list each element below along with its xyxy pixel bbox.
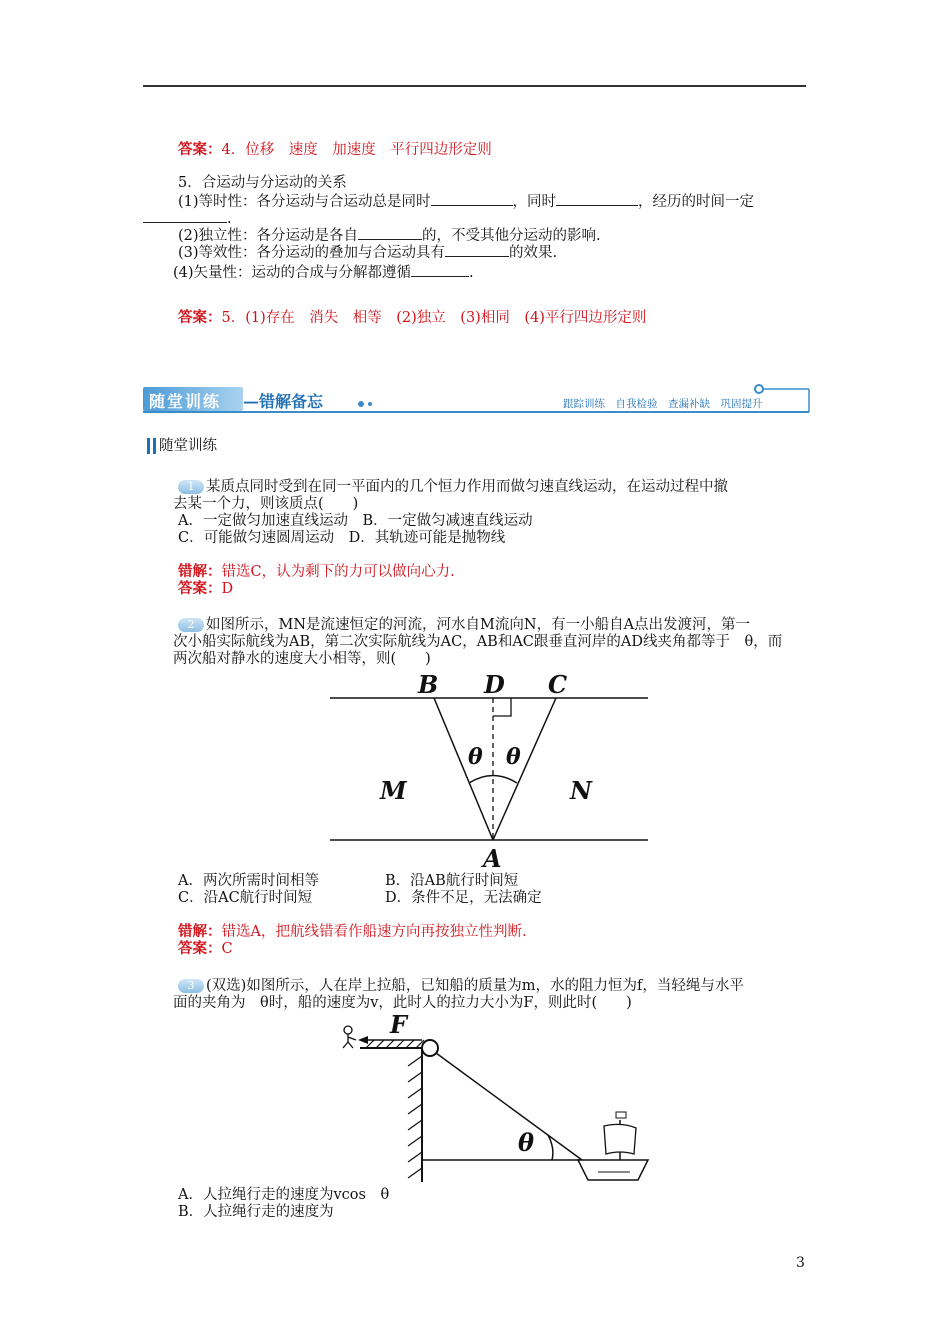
theta-right: θ [506,744,521,770]
answer-text: C [221,941,233,957]
q1-error [178,563,455,581]
item5-line4 [173,262,474,282]
label-D: D [484,670,505,699]
l2a: (2)独立性：各分运动是各自 [178,228,359,244]
q1-optA: A．一定做匀加速直线运动 B．一定做匀减速直线运动 [178,513,533,529]
l3a: (3)等效性：各分运动的叠加与合运动具有 [178,245,446,261]
theta-left: θ [468,744,483,770]
blank [445,242,509,257]
label-A: A [483,844,502,873]
header-rule [143,85,806,87]
l4a: (4)矢量性：运动的合成与分解都遵循 [173,265,412,281]
q2-optC: C．沿AC航行时间短 [178,890,313,906]
q2-optA: A．两次所需时间相等 [178,873,319,889]
label-B: B [418,670,439,699]
question-badge: 3 [178,979,204,993]
section-title [147,434,217,455]
l1c: ，经历的时间一定 [638,194,755,210]
error-label: 错解： [178,563,222,580]
q2-optD: D．条件不足，无法确定 [385,890,542,906]
q2-text1: 如图所示，MN是流速恒定的河流，河水自M流向N，有一小船自A点出发渡河，第一 [206,617,751,633]
label-M: M [380,776,407,805]
q1-line1 [178,478,728,496]
boat-svg [330,1010,660,1185]
q3-line1 [178,977,744,995]
label-F: F [390,1010,408,1039]
q2-answer [178,940,233,958]
q2-text2: 次小船实际航线为AB，第二次实际航线为AC，AB和AC跟垂直河岸的AD线夹角都等于 θ，而 [173,634,783,650]
answer-text: D [221,581,234,597]
q2-text3: 两次船对静水的速度大小相等，则( ) [173,651,431,667]
boat-diagram [330,1010,660,1185]
bar-icon [153,438,156,454]
blank [358,225,422,240]
error-text: 错选A，把航线错看作船速方向再按独立性判断. [221,924,527,940]
l1d: . [227,211,232,227]
q1-text1: 某质点同时受到在同一平面内的几个恒力作用而做匀速直线运动，在运动过程中撤 [206,479,728,495]
q3-text2: 面的夹角为 θ时，船的速度为v，此时人的拉力大小为F，则此时( ) [173,995,632,1011]
l3b: 的效果. [509,245,558,261]
q2-optB: B．沿AB航行时间短 [385,873,519,889]
q1-text2: 去某一个力，则该质点( ) [173,496,359,512]
answer-text: 4．位移 速度 加速度 平行四边形定则 [221,142,492,158]
q2-line1 [178,616,750,634]
question-badge: 1 [178,480,204,494]
page-number: 3 [796,1255,805,1271]
river-diagram [330,668,650,873]
blank [556,191,638,206]
question-badge: 2 [178,618,204,632]
error-text: 错选C，认为剩下的力可以做向心力. [221,564,455,580]
answer-label: 答案： [178,141,222,158]
l1a: (1)等时性：各分运动与合运动总是同时 [178,194,431,210]
q3-text1: (双选)如图所示，人在岸上拉船，已知船的质量为m，水的阻力恒为f，当轻绳与水平 [206,978,744,994]
answer-5 [178,309,646,327]
answer-text: 5．(1)存在 消失 相等 (2)独立 (3)相同 (4)平行四边形定则 [221,310,647,326]
blank [431,191,513,206]
item5-line1 [178,191,754,211]
banner-left: 随堂训练 [149,392,222,411]
banner-right: 跟踪训练 自我检验 查漏补缺 巩固提升 [563,398,763,410]
answer-label: 答案： [178,940,222,957]
section-banner [143,384,811,414]
section-title-text: 随堂训练 [159,438,217,454]
q1-optC: C．可能做匀速圆周运动 D．其轨迹可能是抛物线 [178,530,506,546]
label-N: N [570,776,592,805]
item5-title: 5．合运动与分运动的关系 [178,175,347,191]
q3-optA: A．人拉绳行走的速度为vcos θ [178,1187,390,1203]
banner-dash: —错解备忘 [243,392,324,411]
q1-answer [178,580,233,598]
label-C: C [548,670,568,699]
error-label: 错解： [178,923,222,940]
blank [411,262,469,277]
l1b: ，同时 [512,194,557,210]
item5-line3 [178,242,557,262]
bar-icon [147,438,150,454]
q3-optB: B．人拉绳行走的速度为 [178,1204,334,1220]
l4b: . [469,265,474,281]
l2b: 的，不受其他分运动的影响. [422,228,601,244]
answer-4 [178,141,492,159]
label-theta: θ [518,1128,535,1157]
answer-label: 答案： [178,580,222,597]
blank [143,208,227,223]
q2-error [178,923,527,941]
answer-label: 答案： [178,309,222,326]
